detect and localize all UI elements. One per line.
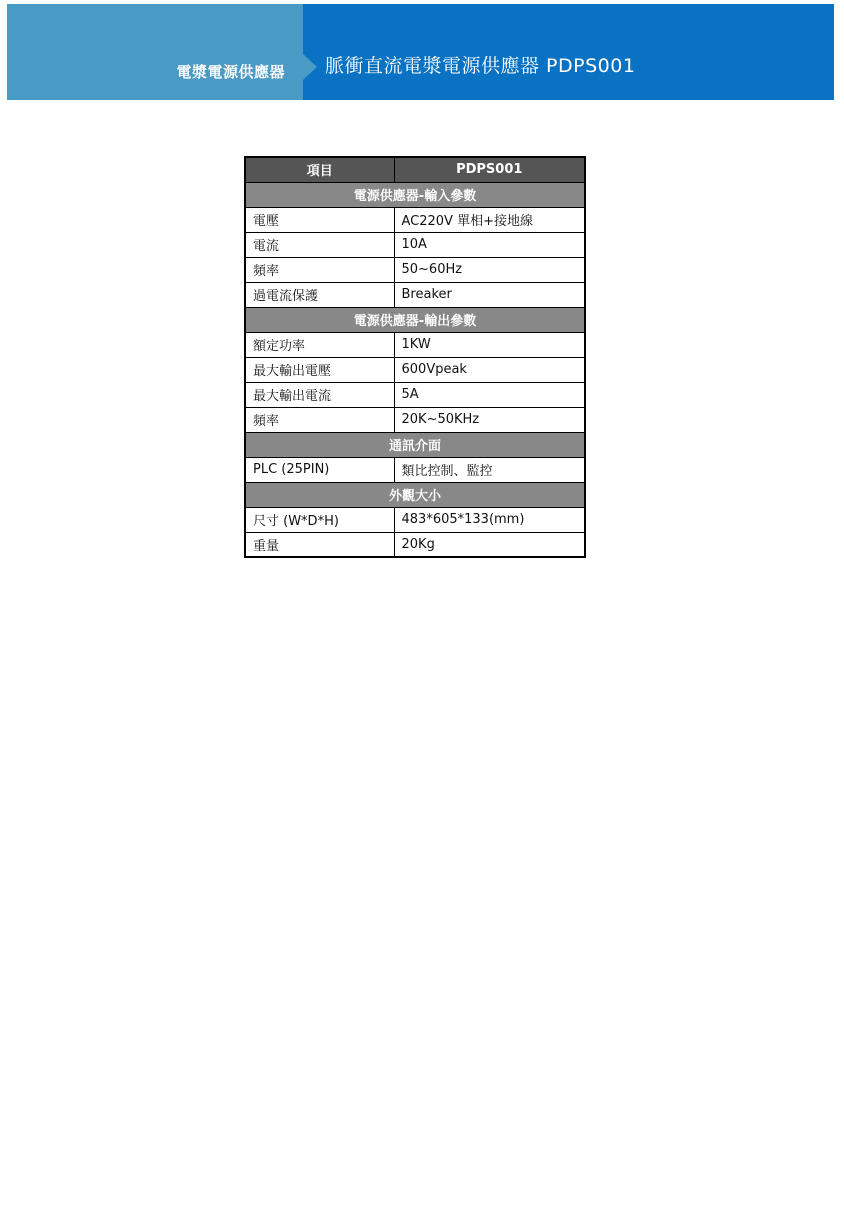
section-title: 通訊介面 [245, 432, 585, 457]
table-row [245, 332, 585, 357]
section-row [245, 182, 585, 207]
row-value: 1KW [394, 332, 585, 357]
row-label: 最大輸出電壓 [245, 357, 394, 382]
row-label: 頻率 [245, 407, 394, 432]
section-row [245, 307, 585, 332]
table-row [245, 382, 585, 407]
row-label: 過電流保護 [245, 282, 394, 307]
table-row [245, 232, 585, 257]
row-value: 483*605*133(mm) [394, 507, 585, 532]
column-header-item: 項目 [245, 157, 394, 182]
row-value: 600Vpeak [394, 357, 585, 382]
table-row [245, 357, 585, 382]
table-row [245, 282, 585, 307]
row-value: 50~60Hz [394, 257, 585, 282]
row-label: 重量 [245, 532, 394, 557]
row-label: 電流 [245, 232, 394, 257]
table-row [245, 507, 585, 532]
table-header-row [245, 157, 585, 182]
row-label: 額定功率 [245, 332, 394, 357]
page-header [7, 4, 834, 100]
section-title: 外觀大小 [245, 482, 585, 507]
row-label: PLC (25PIN) [245, 457, 394, 482]
row-value: 10A [394, 232, 585, 257]
row-label: 電壓 [245, 207, 394, 232]
column-header-model: PDPS001 [394, 157, 585, 182]
row-label: 最大輸出電流 [245, 382, 394, 407]
row-value: 5A [394, 382, 585, 407]
row-value: 20K~50KHz [394, 407, 585, 432]
category-label: 電漿電源供應器 [176, 63, 285, 81]
table-row [245, 407, 585, 432]
table-row [245, 457, 585, 482]
section-title: 電源供應器-輸入參數 [245, 182, 585, 207]
table-row [245, 257, 585, 282]
category-banner [7, 4, 303, 100]
row-value: 類比控制、監控 [394, 457, 585, 482]
row-label: 尺寸 (W*D*H) [245, 507, 394, 532]
row-value: Breaker [394, 282, 585, 307]
row-value: 20Kg [394, 532, 585, 557]
row-label: 頻率 [245, 257, 394, 282]
arrow-icon [303, 54, 317, 80]
table-row [245, 532, 585, 557]
title-banner [303, 4, 834, 100]
spec-table [244, 156, 586, 558]
section-row [245, 482, 585, 507]
section-row [245, 432, 585, 457]
table-row [245, 207, 585, 232]
page-title: 脈衝直流電漿電源供應器 PDPS001 [325, 55, 636, 77]
row-value: AC220V 單相+接地線 [394, 207, 585, 232]
section-title: 電源供應器-輸出參數 [245, 307, 585, 332]
